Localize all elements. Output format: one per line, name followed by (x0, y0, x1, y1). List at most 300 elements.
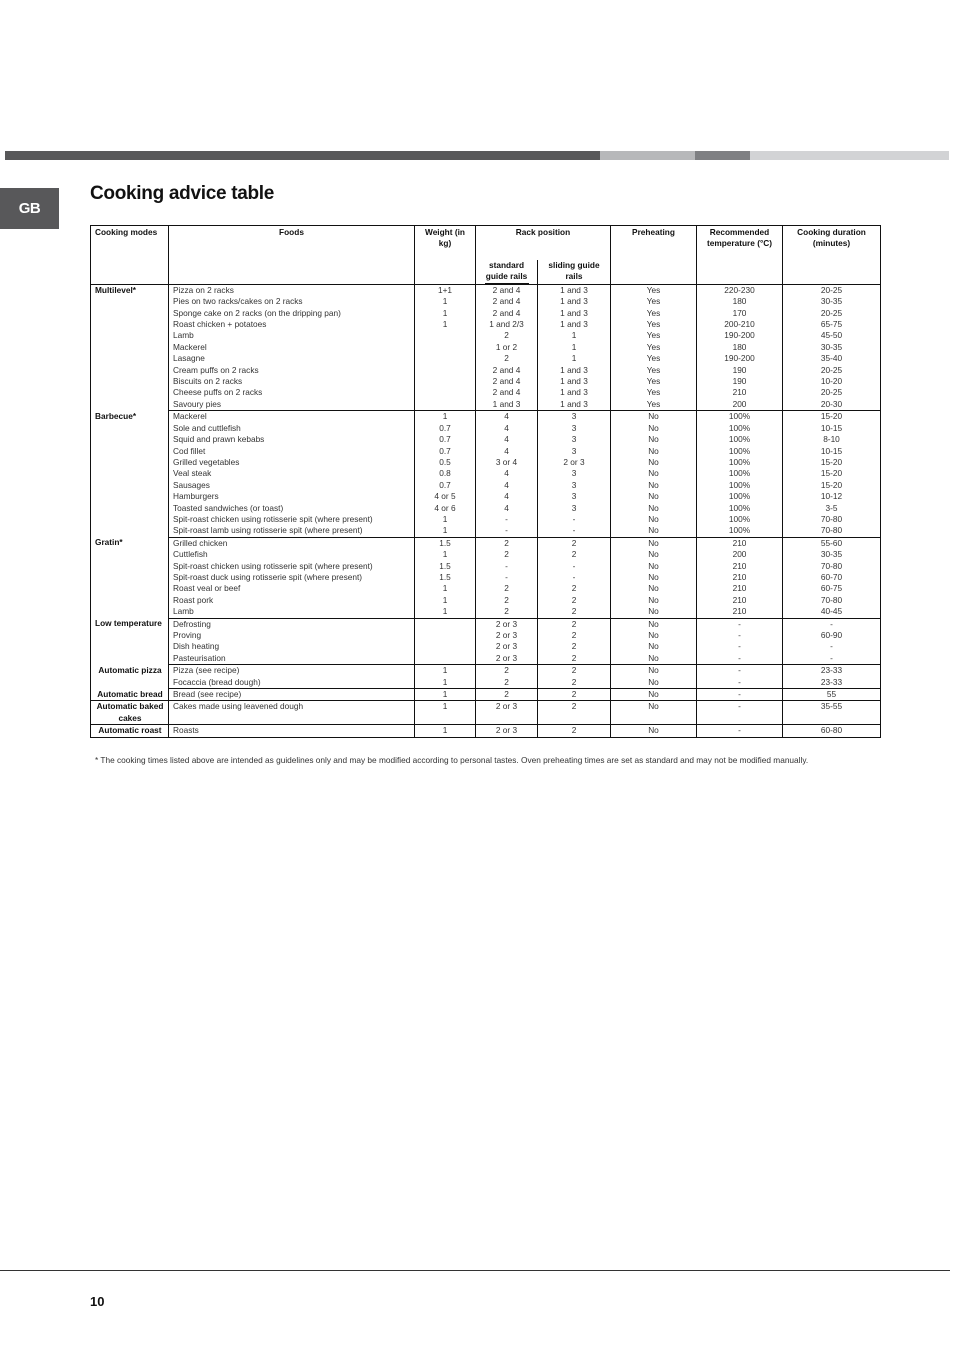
rack-standard-cell: 4 (476, 503, 538, 514)
rack-standard-cell: - (476, 572, 538, 583)
table-row (91, 353, 881, 364)
temperature-cell: - (697, 689, 783, 701)
duration-cell: 70-80 (783, 525, 881, 537)
table-row (91, 308, 881, 319)
preheating-cell: No (611, 446, 697, 457)
temperature-cell: 210 (697, 561, 783, 572)
food-cell: Defrosting (169, 618, 415, 630)
table-row (91, 411, 881, 423)
temperature-cell: - (697, 701, 783, 725)
preheating-cell: No (611, 618, 697, 630)
rack-sliding-cell: 2 (538, 701, 611, 725)
rack-standard-cell: 2 or 3 (476, 725, 538, 737)
preheating-cell: No (611, 503, 697, 514)
weight-cell: 4 or 5 (415, 491, 476, 502)
weight-cell (415, 365, 476, 376)
temperature-cell: 100% (697, 468, 783, 479)
rack-sliding-cell: 2 (538, 583, 611, 594)
preheating-cell: Yes (611, 296, 697, 307)
rack-sliding-cell: 2 (538, 549, 611, 560)
rack-standard-cell: 2 (476, 606, 538, 618)
rack-standard-cell: 1 or 2 (476, 342, 538, 353)
weight-cell: 1 (415, 583, 476, 594)
food-cell: Cakes made using leavened dough (169, 701, 415, 725)
rack-standard-cell: 2 or 3 (476, 701, 538, 725)
food-cell: Mackerel (169, 411, 415, 423)
weight-cell (415, 653, 476, 665)
temperature-cell: 200 (697, 549, 783, 560)
food-cell: Roast pork (169, 595, 415, 606)
weight-cell (415, 641, 476, 652)
preheating-cell: Yes (611, 387, 697, 398)
duration-cell: 70-80 (783, 595, 881, 606)
preheating-cell: No (611, 525, 697, 537)
duration-cell: 20-25 (783, 308, 881, 319)
food-cell: Sole and cuttlefish (169, 423, 415, 434)
weight-cell: 1 (415, 319, 476, 330)
weight-cell: 1 (415, 549, 476, 560)
table-row (91, 330, 881, 341)
food-cell: Bread (see recipe) (169, 689, 415, 701)
rack-standard-cell: - (476, 561, 538, 572)
temperature-cell: 210 (697, 537, 783, 549)
duration-cell: 20-30 (783, 399, 881, 411)
food-cell: Spit-roast lamb using rotisserie spit (where present) (169, 525, 415, 537)
temperature-cell: - (697, 677, 783, 689)
rack-standard-cell: 2 or 3 (476, 618, 538, 630)
duration-cell: 10-15 (783, 446, 881, 457)
food-cell: Focaccia (bread dough) (169, 677, 415, 689)
table-row (91, 284, 881, 296)
table-row (91, 595, 881, 606)
table-row (91, 491, 881, 502)
food-cell: Pies on two racks/cakes on 2 racks (169, 296, 415, 307)
duration-cell: 10-15 (783, 423, 881, 434)
rack-sliding-cell: 3 (538, 434, 611, 445)
duration-cell: 15-20 (783, 468, 881, 479)
color-bar-segment-dark (5, 151, 600, 160)
temperature-cell: 190 (697, 365, 783, 376)
duration-cell: 15-20 (783, 457, 881, 468)
rack-sliding-cell: 1 and 3 (538, 284, 611, 296)
preheating-cell: No (611, 514, 697, 525)
rack-standard-cell: 2 and 4 (476, 296, 538, 307)
cooking-mode-cell: Low temperature (91, 618, 169, 665)
table-row (91, 457, 881, 468)
preheating-cell: Yes (611, 319, 697, 330)
rack-standard-cell: 4 (476, 411, 538, 423)
preheating-cell: Yes (611, 308, 697, 319)
food-cell: Pasteurisation (169, 653, 415, 665)
temperature-cell: 100% (697, 503, 783, 514)
rack-standard-cell: - (476, 525, 538, 537)
temperature-cell: 100% (697, 411, 783, 423)
food-cell: Mackerel (169, 342, 415, 353)
duration-cell: 30-35 (783, 342, 881, 353)
table-row (91, 342, 881, 353)
rack-standard-cell: 4 (476, 434, 538, 445)
footer-divider (0, 1270, 950, 1271)
rack-standard-label: standard guide rails (485, 260, 528, 282)
food-cell: Cheese puffs on 2 racks (169, 387, 415, 398)
temperature-cell: 210 (697, 595, 783, 606)
temperature-cell: 200 (697, 399, 783, 411)
rack-standard-cell: 2 (476, 665, 538, 677)
duration-cell: 65-75 (783, 319, 881, 330)
food-cell: Grilled vegetables (169, 457, 415, 468)
rack-standard-cell: 2 and 4 (476, 376, 538, 387)
food-cell: Squid and prawn kebabs (169, 434, 415, 445)
rack-standard-cell: - (476, 514, 538, 525)
food-cell: Hamburgers (169, 491, 415, 502)
food-cell: Roast veal or beef (169, 583, 415, 594)
preheating-cell: No (611, 480, 697, 491)
temperature-cell: 180 (697, 296, 783, 307)
rack-sliding-cell: - (538, 572, 611, 583)
food-cell: Pizza on 2 racks (169, 284, 415, 296)
preheating-cell: No (611, 457, 697, 468)
rack-sliding-cell: 1 and 3 (538, 319, 611, 330)
preheating-cell: No (611, 411, 697, 423)
temperature-cell: 170 (697, 308, 783, 319)
table-row (91, 434, 881, 445)
temperature-cell: 210 (697, 387, 783, 398)
header-cooking-modes: Cooking modes (91, 226, 169, 285)
duration-cell: 70-80 (783, 561, 881, 572)
rack-standard-cell: 4 (476, 491, 538, 502)
weight-cell: 1 (415, 701, 476, 725)
rack-sliding-cell: 3 (538, 468, 611, 479)
rack-sliding-cell: 3 (538, 503, 611, 514)
cooking-mode-cell: Multilevel* (91, 284, 169, 410)
preheating-cell: No (611, 689, 697, 701)
weight-cell: 4 or 6 (415, 503, 476, 514)
duration-cell: 60-90 (783, 630, 881, 641)
table-row (91, 665, 881, 677)
weight-cell: 1 (415, 689, 476, 701)
food-cell: Lamb (169, 330, 415, 341)
duration-cell: - (783, 653, 881, 665)
rack-sliding-cell: 3 (538, 411, 611, 423)
duration-cell: 35-55 (783, 701, 881, 725)
rack-sliding-cell: 3 (538, 491, 611, 502)
rack-sliding-cell: 2 (538, 653, 611, 665)
weight-cell: 1.5 (415, 537, 476, 549)
preheating-cell: No (611, 665, 697, 677)
rack-standard-cell: 2 (476, 353, 538, 364)
header-rack-position: Rack position (476, 226, 611, 261)
weight-cell (415, 376, 476, 387)
preheating-cell: No (611, 549, 697, 560)
preheating-cell: No (611, 701, 697, 725)
preheating-cell: No (611, 583, 697, 594)
header-preheating: Preheating (611, 226, 697, 285)
rack-standard-cell: 2 (476, 677, 538, 689)
table-row (91, 514, 881, 525)
preheating-cell: No (611, 606, 697, 618)
rack-sliding-cell: 1 and 3 (538, 365, 611, 376)
rack-sliding-cell: - (538, 525, 611, 537)
food-cell: Pizza (see recipe) (169, 665, 415, 677)
table-row (91, 446, 881, 457)
temperature-cell: - (697, 665, 783, 677)
preheating-cell: Yes (611, 365, 697, 376)
temperature-cell: 210 (697, 606, 783, 618)
weight-cell: 1 (415, 296, 476, 307)
color-bar-segment-pale (750, 151, 949, 160)
rack-sliding-cell: 2 (538, 618, 611, 630)
weight-cell: 1 (415, 677, 476, 689)
food-cell: Savoury pies (169, 399, 415, 411)
rack-sliding-cell: 1 (538, 330, 611, 341)
preheating-cell: No (611, 595, 697, 606)
rack-standard-cell: 1 and 2/3 (476, 319, 538, 330)
weight-cell: 0.7 (415, 423, 476, 434)
table-row (91, 296, 881, 307)
duration-cell: 35-40 (783, 353, 881, 364)
table-row (91, 319, 881, 330)
rack-sliding-label: sliding guide rails (548, 260, 600, 282)
preheating-cell: Yes (611, 399, 697, 411)
preheating-cell: No (611, 725, 697, 737)
temperature-cell: 190-200 (697, 353, 783, 364)
rack-sliding-cell: 1 and 3 (538, 387, 611, 398)
duration-cell: 20-25 (783, 365, 881, 376)
food-cell: Cream puffs on 2 racks (169, 365, 415, 376)
duration-cell: 55-60 (783, 537, 881, 549)
duration-cell: 60-80 (783, 725, 881, 737)
rack-sliding-cell: 2 (538, 677, 611, 689)
rack-sliding-cell: 2 (538, 537, 611, 549)
rack-standard-cell: 2 (476, 595, 538, 606)
table-row (91, 468, 881, 479)
rack-standard-cell: 1 and 3 (476, 399, 538, 411)
temperature-cell: - (697, 630, 783, 641)
rack-standard-cell: 4 (476, 423, 538, 434)
weight-cell (415, 330, 476, 341)
page-number: 10 (90, 1294, 105, 1309)
food-cell: Spit-roast chicken using rotisserie spit (where present) (169, 514, 415, 525)
rack-sliding-cell: 2 (538, 641, 611, 652)
table-row (91, 606, 881, 618)
preheating-cell: No (611, 572, 697, 583)
temperature-cell: 190-200 (697, 330, 783, 341)
rack-sliding-cell: - (538, 514, 611, 525)
rack-standard-cell: 2 (476, 549, 538, 560)
weight-cell: 0.7 (415, 434, 476, 445)
rack-sliding-cell: 3 (538, 480, 611, 491)
rack-standard-cell: 2 (476, 689, 538, 701)
rack-standard-cell: 2 and 4 (476, 308, 538, 319)
duration-cell: 60-75 (783, 583, 881, 594)
food-cell: Lamb (169, 606, 415, 618)
duration-cell: 10-12 (783, 491, 881, 502)
rack-standard-cell: 4 (476, 480, 538, 491)
duration-cell: 3-5 (783, 503, 881, 514)
rack-standard-cell: 2 (476, 537, 538, 549)
weight-cell (415, 342, 476, 353)
rack-standard-cell: 4 (476, 468, 538, 479)
food-cell: Spit-roast duck using rotisserie spit (where present) (169, 572, 415, 583)
weight-cell: 1 (415, 595, 476, 606)
temperature-cell: 100% (697, 525, 783, 537)
table-row (91, 503, 881, 514)
color-bar-segment-mid (695, 151, 750, 160)
cooking-mode-cell: Automatic baked cakes (91, 701, 169, 725)
table-row (91, 653, 881, 665)
duration-cell: 8-10 (783, 434, 881, 445)
page-title: Cooking advice table (90, 183, 275, 204)
temperature-cell: 190 (697, 376, 783, 387)
table-row (91, 618, 881, 630)
header-color-bar (5, 151, 949, 160)
preheating-cell: Yes (611, 284, 697, 296)
weight-cell: 1 (415, 308, 476, 319)
rack-sliding-cell: 2 (538, 630, 611, 641)
table-row (91, 677, 881, 689)
weight-cell: 0.8 (415, 468, 476, 479)
food-cell: Sausages (169, 480, 415, 491)
weight-cell: 1+1 (415, 284, 476, 296)
weight-cell: 0.7 (415, 446, 476, 457)
temperature-cell: 100% (697, 491, 783, 502)
weight-cell: 1 (415, 665, 476, 677)
table-row (91, 630, 881, 641)
food-cell: Cuttlefish (169, 549, 415, 560)
duration-cell: 20-25 (783, 284, 881, 296)
temperature-cell: - (697, 725, 783, 737)
rack-standard-cell: 2 or 3 (476, 641, 538, 652)
preheating-cell: No (611, 677, 697, 689)
rack-sliding-cell: 2 (538, 725, 611, 737)
table-row (91, 525, 881, 537)
cooking-mode-cell: Automatic pizza (91, 665, 169, 689)
weight-cell (415, 387, 476, 398)
weight-cell: 0.5 (415, 457, 476, 468)
rack-standard-cell: 2 or 3 (476, 630, 538, 641)
table-row (91, 561, 881, 572)
rack-sliding-cell: - (538, 561, 611, 572)
header-duration: Cooking duration (minutes) (783, 226, 881, 285)
rack-standard-cell: 4 (476, 446, 538, 457)
food-cell: Roast chicken + potatoes (169, 319, 415, 330)
duration-cell: - (783, 641, 881, 652)
rack-standard-cell: 3 or 4 (476, 457, 538, 468)
table-row (91, 725, 881, 737)
weight-cell (415, 618, 476, 630)
header-rack-standard (476, 260, 538, 284)
weight-cell: 1 (415, 411, 476, 423)
rack-sliding-cell: 1 (538, 342, 611, 353)
header-rack-sliding (538, 260, 611, 284)
table-row (91, 537, 881, 549)
rack-sliding-cell: 1 and 3 (538, 308, 611, 319)
table-row (91, 365, 881, 376)
weight-cell: 1 (415, 725, 476, 737)
temperature-cell: 100% (697, 434, 783, 445)
temperature-cell: 210 (697, 583, 783, 594)
temperature-cell: 100% (697, 457, 783, 468)
duration-cell: 40-45 (783, 606, 881, 618)
duration-cell: - (783, 618, 881, 630)
food-cell: Cod fillet (169, 446, 415, 457)
temperature-cell: 220-230 (697, 284, 783, 296)
rack-sliding-cell: 1 (538, 353, 611, 364)
temperature-cell: 100% (697, 480, 783, 491)
food-cell: Veal steak (169, 468, 415, 479)
rack-sliding-cell: 2 (538, 665, 611, 677)
header-weight: Weight (in kg) (415, 226, 476, 285)
table-row (91, 641, 881, 652)
weight-cell: 1.5 (415, 572, 476, 583)
preheating-cell: Yes (611, 376, 697, 387)
weight-cell (415, 399, 476, 411)
food-cell: Lasagne (169, 353, 415, 364)
table-row (91, 572, 881, 583)
rack-standard-cell: 2 and 4 (476, 365, 538, 376)
preheating-cell: Yes (611, 353, 697, 364)
table-row (91, 376, 881, 387)
rack-standard-cell: 2 and 4 (476, 387, 538, 398)
rack-standard-cell: 2 (476, 583, 538, 594)
temperature-cell: 100% (697, 423, 783, 434)
rack-sliding-cell: 2 or 3 (538, 457, 611, 468)
duration-cell: 45-50 (783, 330, 881, 341)
weight-cell (415, 630, 476, 641)
rack-sliding-cell: 3 (538, 423, 611, 434)
table-row (91, 689, 881, 701)
weight-cell: 1 (415, 514, 476, 525)
rack-sliding-cell: 1 and 3 (538, 399, 611, 411)
preheating-cell: No (611, 641, 697, 652)
rack-sliding-cell: 2 (538, 595, 611, 606)
weight-cell: 1 (415, 525, 476, 537)
food-cell: Roasts (169, 725, 415, 737)
weight-cell: 1 (415, 606, 476, 618)
header-temperature: Recommended temperature (°C) (697, 226, 783, 285)
preheating-cell: No (611, 468, 697, 479)
duration-cell: 10-20 (783, 376, 881, 387)
language-tab: GB (0, 188, 59, 229)
rack-sliding-cell: 3 (538, 446, 611, 457)
cooking-advice-table (90, 225, 881, 738)
preheating-cell: No (611, 630, 697, 641)
rack-standard-cell: 2 or 3 (476, 653, 538, 665)
temperature-cell: 100% (697, 514, 783, 525)
preheating-cell: No (611, 537, 697, 549)
duration-cell: 20-25 (783, 387, 881, 398)
food-cell: Toasted sandwiches (or toast) (169, 503, 415, 514)
food-cell: Dish heating (169, 641, 415, 652)
preheating-cell: No (611, 434, 697, 445)
duration-cell: 15-20 (783, 480, 881, 491)
color-bar-segment-light (600, 151, 695, 160)
temperature-cell: 210 (697, 572, 783, 583)
table-row (91, 701, 881, 725)
food-cell: Biscuits on 2 racks (169, 376, 415, 387)
temperature-cell: - (697, 641, 783, 652)
rack-standard-cell: 2 (476, 330, 538, 341)
rack-sliding-cell: 1 and 3 (538, 376, 611, 387)
table-row (91, 399, 881, 411)
duration-cell: 70-80 (783, 514, 881, 525)
food-cell: Spit-roast chicken using rotisserie spit (where present) (169, 561, 415, 572)
duration-cell: 55 (783, 689, 881, 701)
duration-cell: 23-33 (783, 677, 881, 689)
duration-cell: 23-33 (783, 665, 881, 677)
table-row (91, 480, 881, 491)
temperature-cell: 100% (697, 446, 783, 457)
